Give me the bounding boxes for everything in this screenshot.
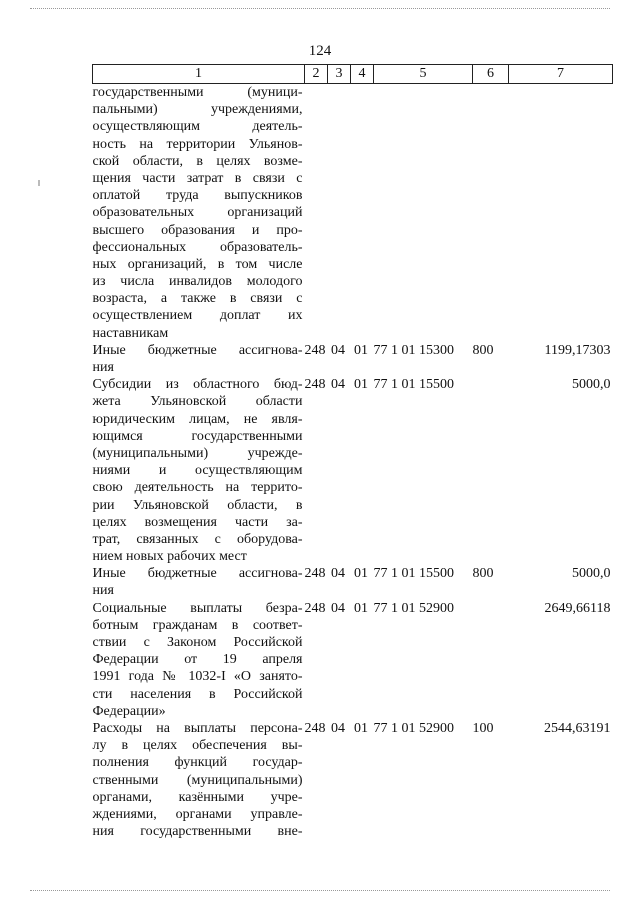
description-line: из числа инвалидов молодого [92, 274, 303, 290]
description-line: полнения функций государ- [92, 755, 303, 771]
cell-amount [509, 84, 613, 342]
description-line: ния [92, 360, 114, 375]
description-line: возраста, а также в связи с [92, 291, 303, 307]
cell-section: 04 [331, 720, 345, 736]
description-line: целях возмещения части за- [92, 514, 303, 530]
description-line: нием новых рабочих мест [92, 549, 247, 565]
cell-target-article [374, 84, 473, 342]
header-col-1: 1 [93, 65, 305, 84]
cell-expense-type [473, 376, 509, 565]
cell-subsection: 01 [354, 566, 368, 582]
cell-target-article: 77 1 01 52900 [373, 720, 454, 736]
description-line: ниями и осуществляющим [92, 463, 303, 479]
description-line: ствии с Законом Российской [92, 635, 303, 650]
description-line: сти населения в Российской [92, 686, 303, 702]
header-col-6: 6 [473, 65, 509, 84]
cell-subsection: 01 [354, 342, 368, 358]
row-description [93, 342, 305, 376]
header-col-4: 4 [351, 65, 374, 84]
cell-amount: 2649,66118 [544, 600, 611, 616]
description-line: Расходы на выплаты персона- [92, 720, 303, 736]
scan-edge-bottom [30, 890, 610, 895]
cell-amount: 5000,0 [572, 566, 611, 582]
description-line: образовательных организаций [92, 205, 303, 221]
table-row [93, 84, 613, 342]
table-row [93, 600, 613, 720]
row-description [93, 720, 305, 840]
description-line: 1991 года № 1032-I «О занято- [92, 669, 303, 685]
cell-section [328, 84, 351, 342]
cell-ministry: 248 [304, 720, 326, 736]
cell-ministry [305, 84, 328, 342]
table-row [93, 342, 613, 376]
cell-ministry: 248 [304, 342, 326, 358]
description-line: щения части затрат в связи с [92, 170, 303, 186]
cell-target-article: 77 1 01 15300 [373, 342, 454, 358]
description-line: Иные бюджетные ассигнова- [92, 342, 303, 358]
cell-subsection [351, 84, 374, 342]
description-line: Субсидии из областного бюд- [92, 377, 303, 393]
description-line: ных организаций, в том числе [92, 256, 303, 272]
cell-ministry: 248 [304, 377, 326, 393]
cell-subsection: 01 [354, 600, 368, 616]
description-line: жета Ульяновской области [92, 394, 303, 410]
description-line: Федерации» [92, 703, 166, 719]
cell-section: 04 [331, 342, 345, 358]
cell-amount: 1199,17303 [544, 342, 611, 358]
cell-expense-type: 100 [472, 720, 494, 736]
description-line: ющимся государственными [92, 428, 303, 444]
description-line: ждениями, органами управле- [92, 806, 303, 822]
table-row [93, 720, 613, 840]
description-line: ственными (муниципальными) [92, 772, 303, 788]
table-row [93, 565, 613, 599]
cell-section: 04 [331, 566, 345, 582]
description-line: осуществлением доплат их [92, 308, 303, 324]
description-line: пальными) учреждениями, [92, 102, 303, 118]
budget-table [92, 64, 613, 840]
description-line: ботным гражданам в соответ- [92, 617, 303, 633]
page-number: 124 [308, 43, 332, 59]
description-line: лу в целях обеспечения вы- [92, 738, 303, 754]
table-header-row [93, 65, 613, 84]
header-col-5: 5 [374, 65, 473, 84]
cell-amount: 2544,63191 [544, 720, 611, 736]
description-line: свою деятельность на террито- [92, 480, 303, 496]
header-col-3: 3 [328, 65, 351, 84]
header-col-2: 2 [305, 65, 328, 84]
cell-expense-type: 800 [472, 566, 494, 582]
scan-edge-top [30, 8, 610, 13]
row-description [93, 600, 305, 720]
description-line: ния [92, 583, 114, 599]
description-line: государственными (муници- [92, 85, 303, 100]
row-description [93, 376, 305, 565]
description-line: осуществляющим деятель- [92, 119, 303, 135]
description-line: наставникам [92, 325, 169, 341]
description-line: органами, казёнными учре- [92, 789, 303, 805]
cell-subsection: 01 [354, 377, 368, 393]
cell-amount: 5000,0 [572, 377, 611, 393]
table-row [93, 376, 613, 565]
description-line: юридическим лицам, не явля- [92, 411, 303, 427]
row-description [93, 565, 305, 599]
cell-expense-type: 800 [472, 342, 494, 358]
description-line: трат, связанных с оборудова- [92, 531, 303, 547]
description-line: высшего образования и про- [92, 222, 303, 238]
cell-expense-type [473, 84, 509, 342]
header-col-7: 7 [509, 65, 613, 84]
cell-expense-type [473, 600, 509, 720]
description-line: Иные бюджетные ассигнова- [92, 566, 303, 582]
description-line: ность на территории Ульянов- [92, 136, 303, 152]
cell-target-article: 77 1 01 15500 [373, 566, 454, 582]
scan-margin-mark [38, 180, 40, 186]
description-line: оплатой труда выпускников [92, 188, 303, 204]
description-line: Федерации от 19 апреля [92, 652, 303, 668]
cell-ministry: 248 [304, 600, 326, 616]
description-line: рии Ульяновской области, в [92, 497, 303, 513]
cell-section: 04 [331, 377, 345, 393]
description-line: ской области, в целях возме- [92, 153, 303, 169]
row-description [93, 84, 305, 342]
cell-section: 04 [331, 600, 345, 616]
description-line: Социальные выплаты безра- [92, 600, 303, 616]
cell-target-article: 77 1 01 15500 [373, 377, 454, 393]
description-line: (муниципальными) учрежде- [92, 445, 303, 461]
description-line: фессиональных образователь- [92, 239, 303, 255]
description-line: ния государственными вне- [92, 824, 303, 840]
cell-ministry: 248 [304, 566, 326, 582]
cell-target-article: 77 1 01 52900 [373, 600, 454, 616]
cell-subsection: 01 [354, 720, 368, 736]
